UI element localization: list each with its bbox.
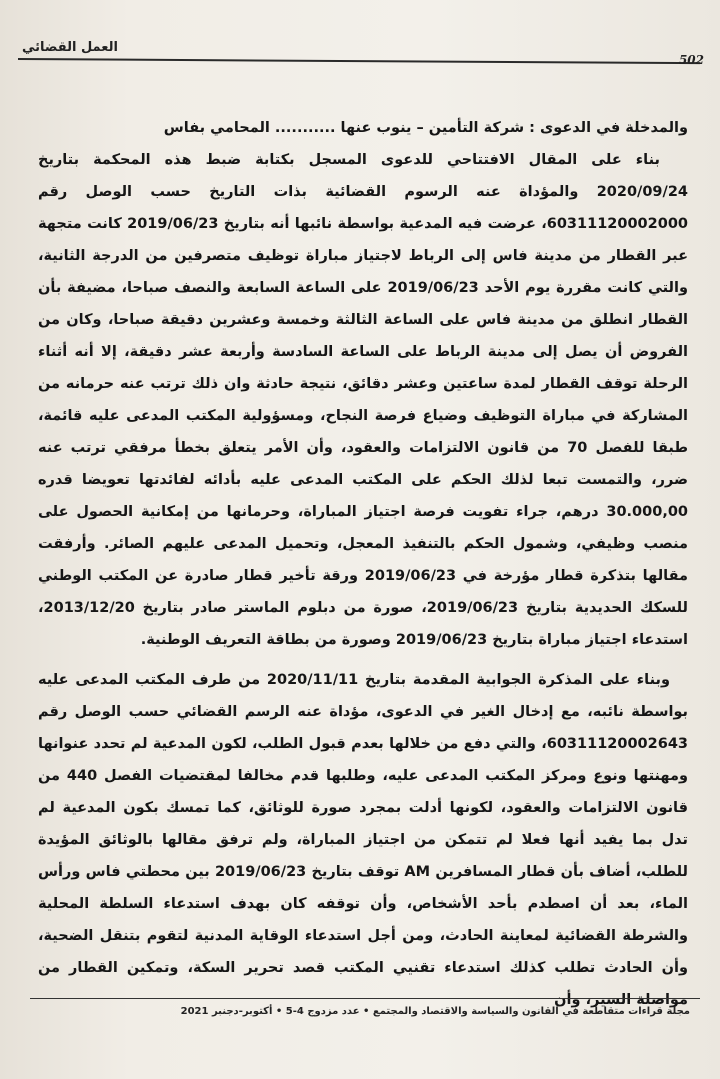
paragraph-claim: بناء على المقال الافتتاحي للدعوى المسجل بكتابة ضبط هذه المحكمة بتاريخ 2020/09/24 والمؤداة عنه الرسوم القضائية بذات التاريخ حسب الوصل رقم 60311120002000، عرضت فيه المدعية بواسطة نائبها أنه بتاريخ 2019/06/23 كانت متجهة عبر القطار من مدينة فاس إلى الرباط لاجتياز مباراة توظيف متصرفين من الدرجة الثانية، والتي كانت مقررة يوم الأحد 2019/06/23 على الساعة السابعة والنصف صباحا، مضيفة بأن القطار انطلق من مدينة فاس على الساعة الثالثة وخمسة وعشرين دقيقة صباحا، وكان من الفروض أن يصل إلى مدينة الرباط على الساعة السادسة وأربعة عشر دقيقة، إلا أنه أثناء الرحلة توقف القطار لمدة ساعتين وعشر دقائق، نتيجة حادثة وان ذلك ترتب عنه حرمانه من المشاركة في مباراة التوظيف وضياع فرصة النجاح، ومسؤولية المكتب المدعى عليه قائمة، طبقا للفصل 70 من قانون الالتزامات والعقود، وأن الأمر يتعلق بخطأ مرفقي ترتب عنه ضرر، والتمست تبعا لذلك الحكم على المكتب المدعى عليه بأدائه لفائدتها تعويضا قدره 30.000,00 درهم، جراء تفويت فرصة اجتياز المباراة، وحرمانها من إمكانية الحصول على منصب وظيفي، وشمول الحكم بالتنفيذ المعجل، وتحميل المدعى عليهم الصائر. وأرفقت مقالها بتذكرة قطار مؤرخة في 2019/06/23 ورقة تأخير قطار صادرة عن المكتب الوطني للسكك الحديدية بتاريخ 2019/06/23، صورة من دبلوم الماستر صادر بتاريخ 2013/12/20، استدعاء اجتياز مباراة بتاريخ 2019/06/23 وصورة من بطاقة التعريف الوطنية.: [38, 152, 689, 648]
journal-footer: مجلة قراءات متقاطعة في القانون والسياسة والاقتصاد والمجتمع • عدد مزدوج 4-5 • أكتوبر-دجنبر 2021: [180, 1006, 690, 1017]
body-text: [38, 112, 688, 1024]
page-number: 502: [678, 53, 704, 67]
footer-rule: [30, 998, 700, 999]
running-title: العمل القضائي: [22, 40, 118, 55]
header-rule: [18, 58, 700, 64]
parties-line: والمدخلة في الدعوى : شركة التأمين – ينوب عنها ........... المحامي بفاس: [163, 120, 688, 136]
paragraph-response: وبناء على المذكرة الجوابية المقدمة بتاريخ 2020/11/11 من طرف المكتب المدعى عليه بواسطة نائبه، مع إدخال الغير في الدعوى، مؤداة عنه الرسم القضائي حسب الوصل رقم 60311120002643، والتي دفع من خلالها بعدم قبول الطلب، لكون المدعية لم تحدد عنوانها ومهنتها ونوع ومركز المكتب المدعى عليه، وطلبها قدم مخالفا لمقتضيات الفصل 440 من قانون الالتزامات والعقود، لكونها أدلت بمجرد صورة للوثائق، كما تمسك بكون المدعية لم تدل بما يفيد أنها فعلا لم تتمكن من اجتياز المباراة، ولم ترفق مقالها بالوثائق المؤيدة للطلب، أضاف بأن قطار المسافرين AM توقف بتاريخ 2019/06/23 بين محطتي فاس ورأس الماء، بعد أن اصطدم بأحد الأشخاص، وأن توقفه كان بهدف استدعاء السلطة المحلية والشرطة القضائية لمعاينة الحادث، ومن أجل استدعاء الوقاية المدنية لتقوم بتنقل الضحية، وأن الحادث تطلب كذلك استدعاء تقنيي المكتب قصد تحرير السكة، وتمكين القطار من مواصلة السير، وأن: [38, 672, 688, 1008]
